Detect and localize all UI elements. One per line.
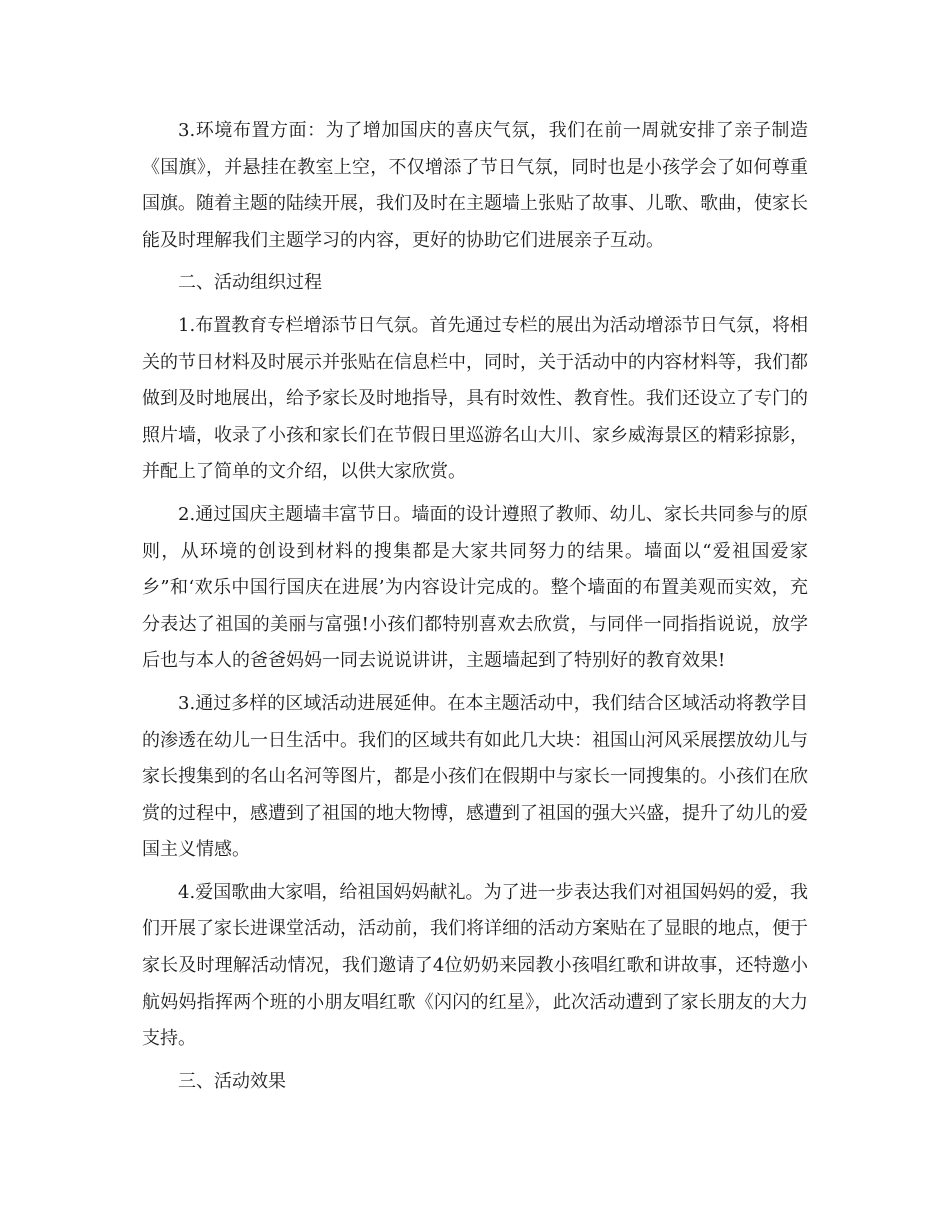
document-body <box>142 113 808 1100</box>
section-heading-effects: 三、活动效果 <box>178 1070 286 1092</box>
paragraph-regional-activities: 3.通过多样的区域活动进展延伸。在本主题活动中，我们结合区域活动将教学目的渗透在幼儿一日生活中。我们的区域共有如此几大块：祖国山河风采展摆放幼儿与家长搜集到的名山名河等图片，都是小孩们在假期中与家长一同搜集的。小孩们在欣赏的过程中，感遭到了祖国的地大物博，感遭到了祖国的强大兴盛，提升了幼儿的爱国主义情感。 <box>142 692 808 861</box>
section-heading-process: 二、活动组织过程 <box>178 272 322 294</box>
paragraph-patriotic-songs: 4.爱国歌曲大家唱，给祖国妈妈献礼。为了进一步表达我们对祖国妈妈的爱，我们开展了家长进课堂活动，活动前，我们将详细的活动方案贴在了显眼的地点，便于家长及时理解活动情况，我们邀请了4位奶奶来园教小孩唱红歌和讲故事，还特邀小航妈妈指挥两个班的小朋友唱红歌《闪闪的红星》，此次活动遭到了家长朋友的大力支持。 <box>142 881 808 1050</box>
paragraph-theme-wall: 2.通过国庆主题墙丰富节日。墙面的设计遵照了教师、幼儿、家长共同参与的原则，从环境的创设到材料的搜集都是大家共同努力的结果。墙面以“爱祖国爱家乡”和‘欢乐中国行国庆在进展’为内容设计完成的。整个墙面的布置美观而实效，充分表达了祖国的美丽与富强!小孩们都特别喜欢去欣赏，与同伴一同指指说说，放学后也与本人的爸爸妈妈一同去说说讲讲，主题墙起到了特别好的教育效果! <box>142 503 808 672</box>
paragraph-column: 1.布置教育专栏增添节日气氛。首先通过专栏的展出为活动增添节日气氛，将相关的节日材料及时展示并张贴在信息栏中，同时，关于活动中的内容材料等，我们都做到及时地展出，给予家长及时地指导，具有时效性、教育性。我们还设立了专门的照片墙，收录了小孩和家长们在节假日里巡游名山大川、家乡威海景区的精彩掠影，并配上了简单的文介绍，以供大家欣赏。 <box>142 314 808 483</box>
paragraph-environment: 3.环境布置方面：为了增加国庆的喜庆气氛，我们在前一周就安排了亲子制造《国旗》，并悬挂在教室上空，不仅增添了节日气氛，同时也是小孩学会了如何尊重国旗。随着主题的陆续开展，我们及时在主题墙上张贴了故事、儿歌、歌曲，使家长能及时理解我们主题学习的内容，更好的协助它们进展亲子互动。 <box>142 120 808 251</box>
